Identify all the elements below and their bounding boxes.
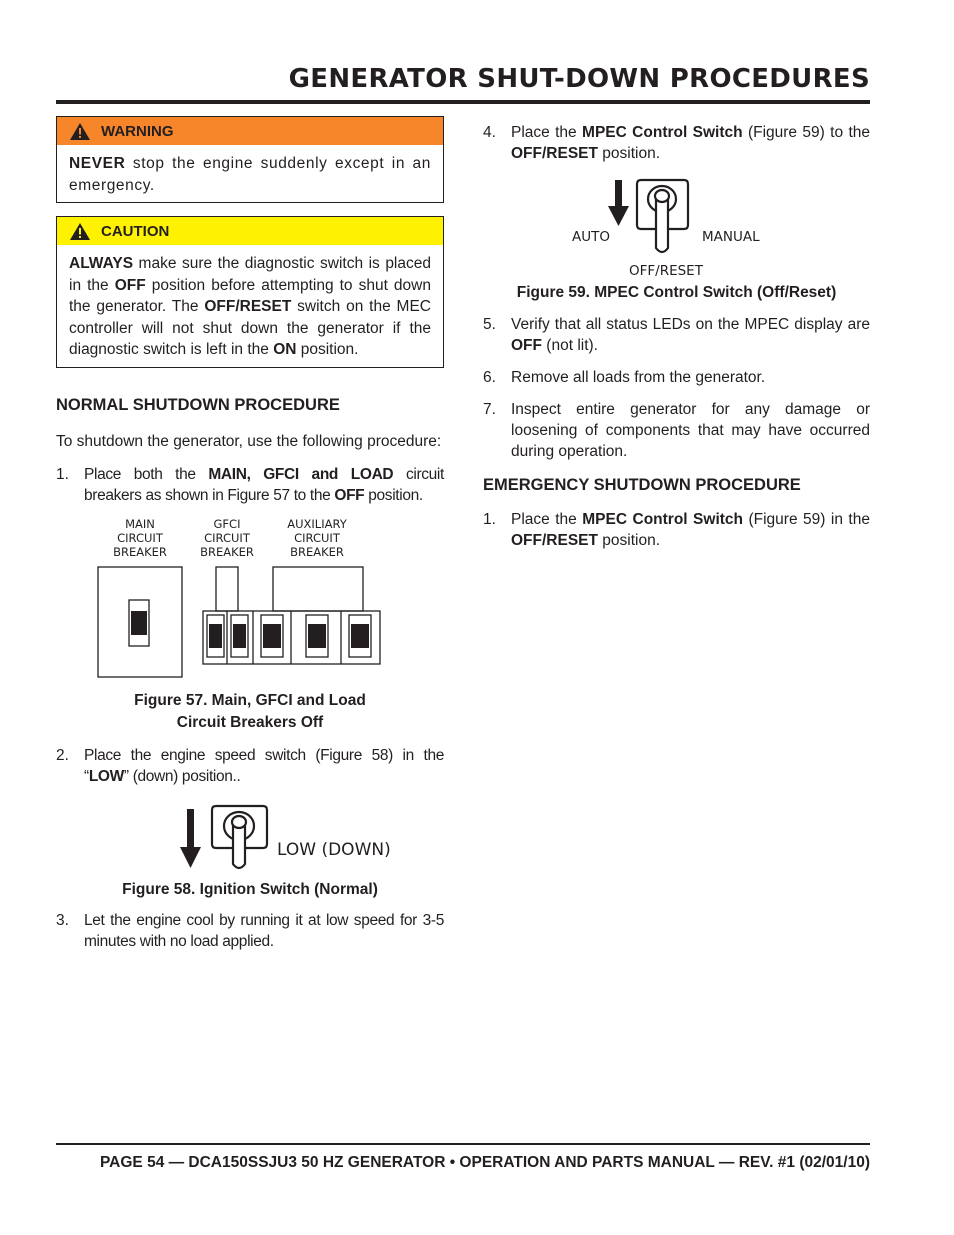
warning-text: NEVER stop the engine suddenly except in an emergency.: [69, 155, 431, 194]
left-column: [56, 116, 444, 952]
auto-label: AUTO: [572, 229, 610, 245]
main-breaker: [98, 567, 182, 677]
down-arrow-icon: [608, 180, 629, 226]
normal-intro: To shutdown the generator, use the following procedure:: [56, 433, 442, 450]
breaker-strip: [203, 611, 380, 664]
emergency-shutdown-heading: EMERGENCY SHUTDOWN PROCEDURE: [483, 476, 801, 494]
title-rule: [56, 100, 870, 104]
normal-step-2: 2. Place the engine speed switch (Figure 58) in the “LOW” (down) position..: [56, 747, 444, 785]
right-column: [483, 116, 870, 551]
low-down-label: LOW (DOWN): [277, 840, 391, 860]
figure-59-caption: Figure 59. MPEC Control Switch (Off/Reset): [516, 284, 837, 301]
step-4: 4. Place the MPEC Control Switch (Figure 59) to the OFF/RESET position.: [483, 124, 870, 162]
warning-header: [57, 117, 443, 145]
caution-text: ALWAYS make sure the diagnostic switch is placed in the OFF position before attempting to shut down the generator. The OFF/RESET switch on the MEC controller will not shut down the generator if the diagnostic switch is left in the ON position.: [69, 255, 431, 358]
emergency-step-1: 1. Place the MPEC Control Switch (Figure 59) in the OFF/RESET position.: [483, 511, 870, 549]
caution-label: CAUTION: [101, 222, 170, 240]
figure-58-caption: Figure 58. Ignition Switch (Normal): [122, 881, 378, 898]
toggle-switch-icon: [637, 180, 688, 252]
step-6: 6. Remove all loads from the generator.: [483, 369, 766, 386]
caution-header: [57, 217, 443, 245]
off-reset-label: OFF/RESET: [629, 263, 703, 279]
main-breaker-label-3: BREAKER: [113, 545, 167, 559]
warning-triangle-icon: [69, 122, 91, 141]
warning-label: WARNING: [101, 122, 174, 140]
gfci-breaker-label-1: GFCI: [213, 517, 241, 531]
warning-box: [56, 116, 444, 203]
figure-58-ignition-switch: [56, 800, 444, 880]
caution-box: [56, 216, 444, 368]
normal-step-1: 1. Place both the MAIN, GFCI and LOAD circuit breakers as shown in Figure 57 to the OFF position.: [56, 466, 444, 504]
gfci-breaker-label-2: CIRCUIT: [204, 531, 250, 545]
toggle-switch-icon: [212, 806, 267, 868]
figure-57-caption: Figure 57. Main, GFCI and Load Circuit Breakers Off: [134, 692, 366, 731]
normal-step-3: 3. Let the engine cool by running it at low speed for 3-5 minutes with no load applied.: [56, 912, 444, 950]
figure-57-breakers: [56, 516, 444, 688]
page-footer: PAGE 54 — DCA150SSJU3 50 HZ GENERATOR • OPERATION AND PARTS MANUAL — REV. #1 (02/01/10): [99, 1154, 870, 1171]
manual-label: MANUAL: [702, 229, 760, 245]
gfci-connector: [216, 567, 363, 611]
figure-59-mpec-switch: [483, 168, 870, 282]
page-title: GENERATOR SHUT-DOWN PROCEDURES: [288, 64, 870, 94]
main-breaker-label-2: CIRCUIT: [117, 531, 163, 545]
down-arrow-icon: [180, 809, 201, 868]
aux-breaker-label-1: AUXILIARY: [287, 517, 347, 531]
footer-rule: [56, 1143, 870, 1145]
step-7: 7. Inspect entire generator for any damage or loosening of components that may have occurred during operation.: [483, 401, 870, 460]
step-5: 5. Verify that all status LEDs on the MPEC display are OFF (not lit).: [483, 316, 870, 354]
aux-breaker-label-2: CIRCUIT: [294, 531, 340, 545]
caution-triangle-icon: [69, 222, 91, 241]
aux-breaker-label-3: BREAKER: [290, 545, 344, 559]
normal-shutdown-heading: NORMAL SHUTDOWN PROCEDURE: [56, 396, 340, 414]
main-breaker-label-1: MAIN: [125, 517, 155, 531]
gfci-breaker-label-3: BREAKER: [200, 545, 254, 559]
